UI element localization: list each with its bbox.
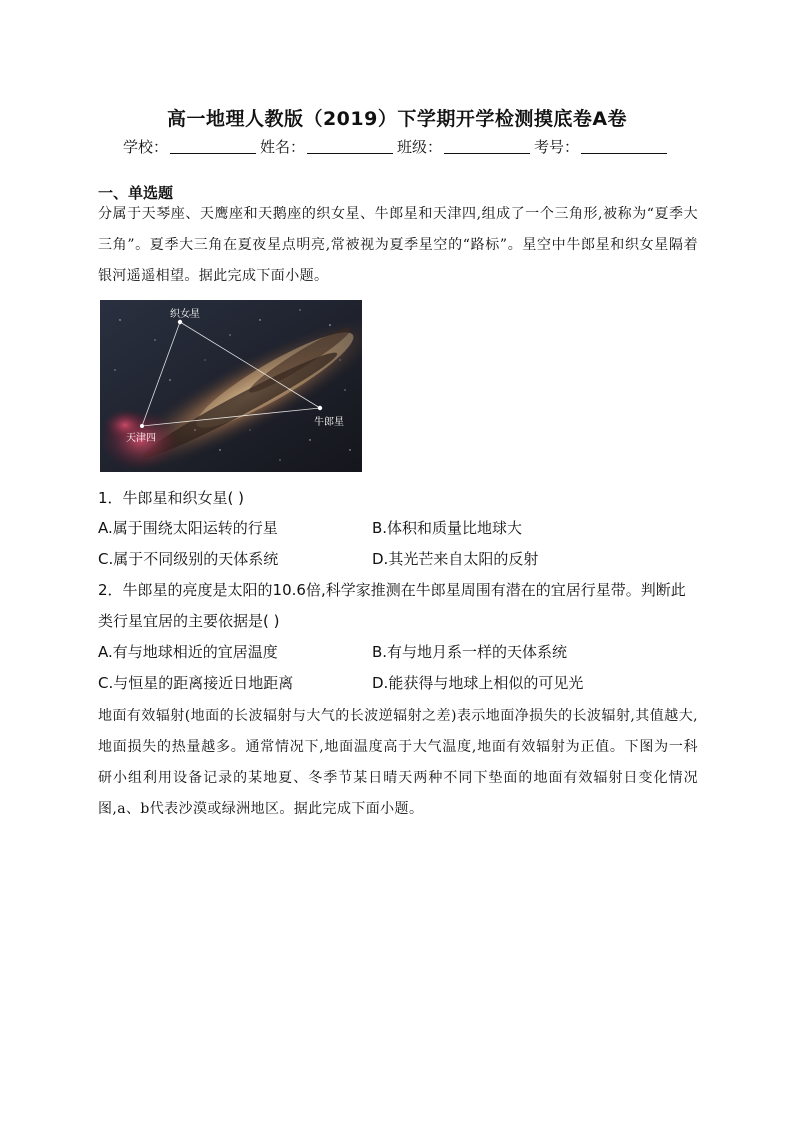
- option-row: [98, 512, 698, 543]
- question-2-option-a: A.有与地球相近的宜居温度: [98, 643, 278, 661]
- question-1-option-d: D.其光芒来自太阳的反射: [372, 550, 539, 568]
- name-label: 姓名：: [259, 138, 305, 156]
- question-2-stem: 2．牛郎星的亮度是太阳的10.6倍,科学家推测在牛郎星周围有潜在的宜居行星带。判断此类行星宜居的主要依据是( ): [98, 581, 686, 630]
- question-2-option-b: B.有与地月系一样的天体系统: [372, 643, 568, 661]
- vega-label: 织女星: [170, 309, 200, 320]
- summer-triangle-photo: [100, 300, 362, 472]
- name-blank: [307, 152, 393, 154]
- question-2-option-d: D.能获得与地球上相似的可见光: [372, 674, 584, 692]
- exam-title: 高一地理人教版（2019）下学期开学检测摸底卷A卷: [166, 108, 628, 130]
- class-label: 班级：: [397, 138, 443, 156]
- question-1-stem: 1．牛郎星和织女星( ): [98, 489, 245, 507]
- milky-way-image: [100, 300, 362, 472]
- reading-passage-2: 地面有效辐射(地面的长波辐射与大气的长波逆辐射之差)表示地面净损失的长波辐射,其值越大,地面损失的热量越多。通常情况下,地面温度高于大气温度,地面有效辐射为正值。下图为一科研小组利用设备记录的某地夏、冬季节某日晴天两种不同下垫面的地面有效辐射日变化情况图,a、b代表沙漠或绿洲地区。据此完成下面小题。: [98, 708, 698, 817]
- question-1-options: [98, 512, 698, 574]
- school-label: 学校：: [122, 138, 168, 156]
- exam-number-label: 考号：: [534, 138, 580, 156]
- question-1-option-b: B.体积和质量比地球大: [372, 519, 523, 537]
- option-row: [98, 667, 698, 698]
- question-2-option-c: C.与恒星的距离接近日地距离: [98, 674, 294, 692]
- exam-number-blank: [581, 152, 667, 154]
- school-blank: [170, 152, 256, 154]
- altair-star: [318, 406, 322, 410]
- question-1-option-a: A.属于围绕太阳运转的行星: [98, 519, 278, 537]
- altair-label: 牛郎星: [314, 417, 344, 428]
- question-1-option-c: C.属于不同级别的天体系统: [98, 550, 279, 568]
- vega-star: [178, 320, 182, 324]
- section-heading: 一、单选题: [98, 184, 174, 202]
- question-2-options: [98, 636, 698, 698]
- class-blank: [444, 152, 530, 154]
- option-row: [98, 543, 698, 574]
- option-row: [98, 636, 698, 667]
- reading-passage-1: 分属于天琴座、天鹰座和天鹅座的织女星、牛郎星和天津四,组成了一个三角形,被称为“夏季大三角”。夏季大三角在夏夜星点明亮,常被视为夏季星空的“路标”。星空中牛郎星和织女星隔着银河遥遥相望。据此完成下面小题。: [98, 206, 698, 284]
- deneb-label: 天津四: [126, 433, 156, 444]
- deneb-star: [140, 424, 144, 428]
- student-info-line: [0, 136, 794, 157]
